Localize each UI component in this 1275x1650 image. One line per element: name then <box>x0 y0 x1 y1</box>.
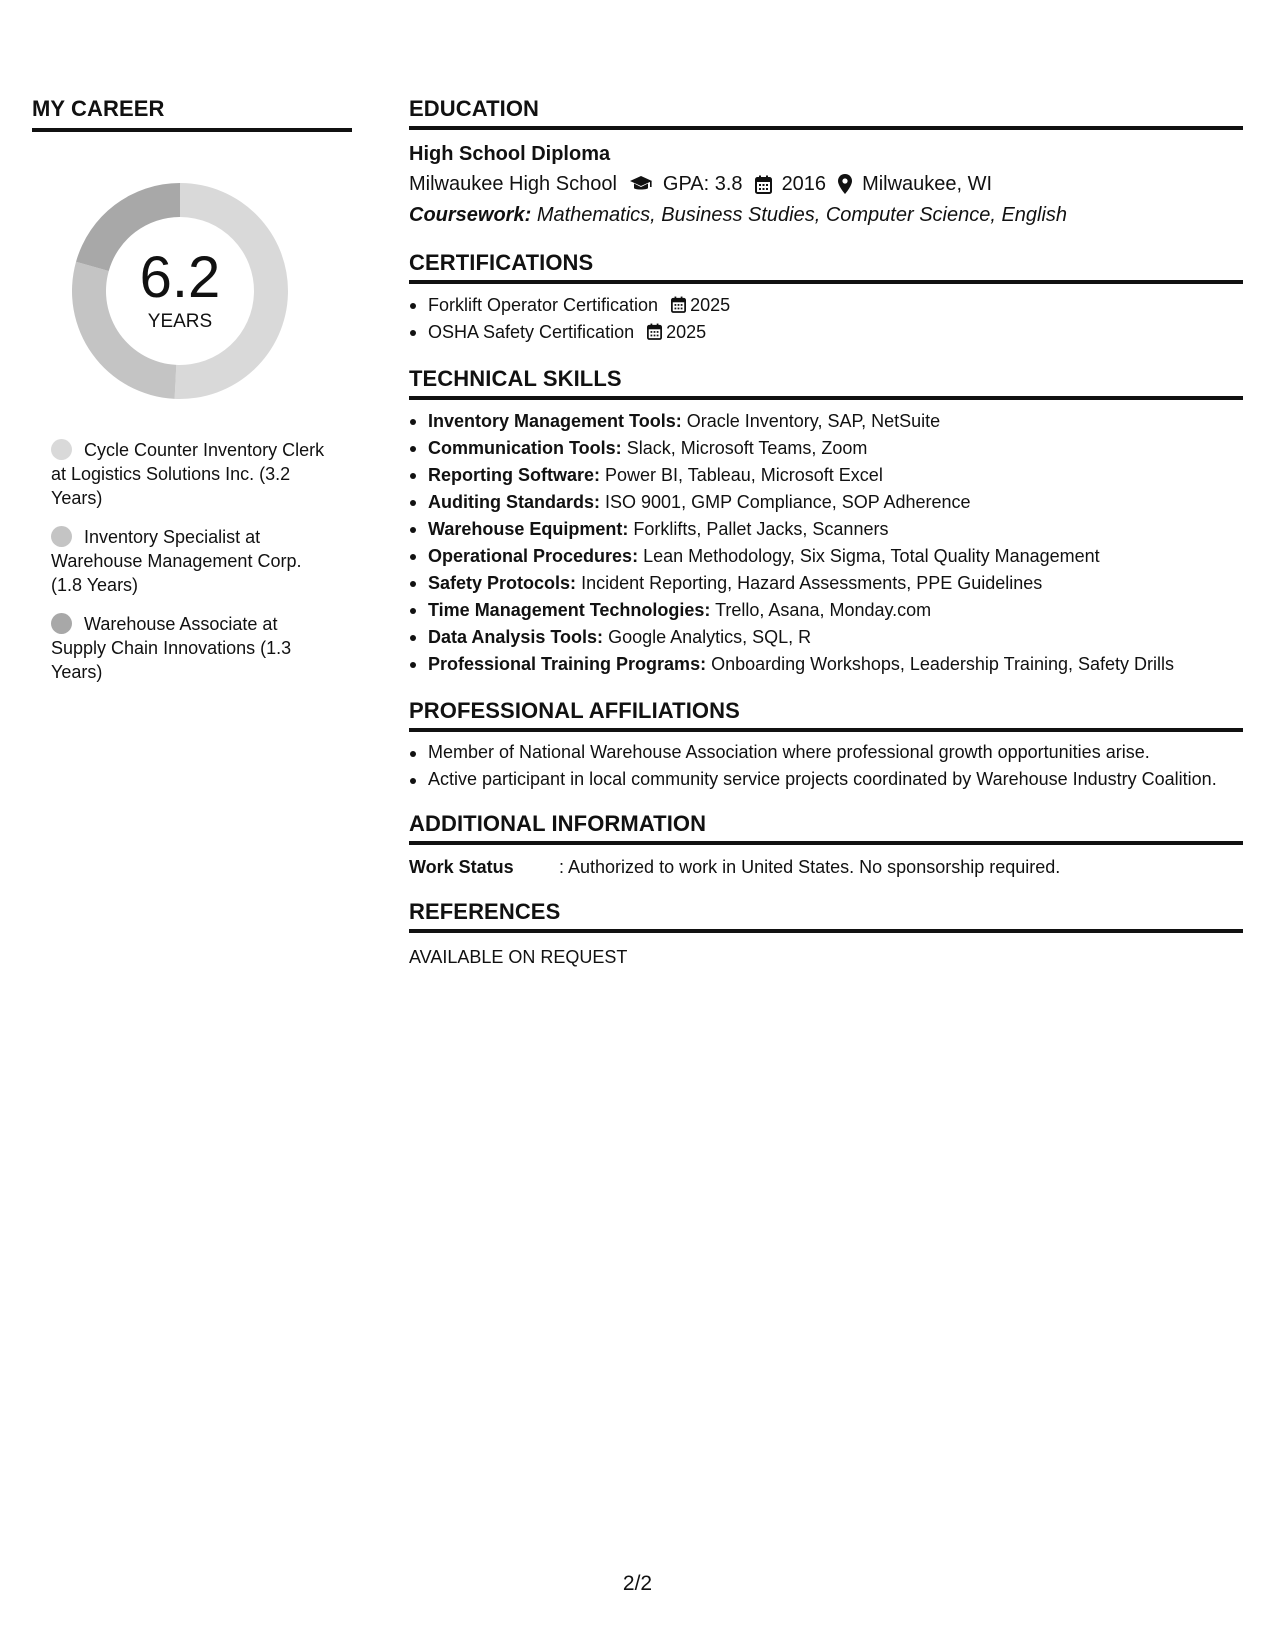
references-text: AVAILABLE ON REQUEST <box>409 947 628 967</box>
skill-value: ISO 9001, GMP Compliance, SOP Adherence <box>605 492 971 512</box>
graduation-cap-icon <box>629 175 653 193</box>
skills-list <box>409 408 1243 678</box>
skill-label: Operational Procedures: <box>428 546 639 566</box>
total-years-unit: YEARS <box>147 311 213 332</box>
career-title: MY CAREER <box>32 96 352 132</box>
skills-section <box>409 366 1243 678</box>
education-coursework <box>409 200 1243 230</box>
skill-value: Trello, Asana, Monday.com <box>715 600 932 620</box>
skill-label: Data Analysis Tools: <box>428 627 604 647</box>
list-item <box>409 408 1243 435</box>
list-item <box>409 651 1243 678</box>
list-item <box>409 516 1243 543</box>
skill-value: Power BI, Tableau, Microsoft Excel <box>605 465 883 485</box>
skill-value: Onboarding Workshops, Leadership Training, Safety Drills <box>711 654 1174 674</box>
education-title: EDUCATION <box>409 96 1243 130</box>
skill-label: Professional Training Programs: <box>428 654 707 674</box>
skill-value: Lean Methodology, Six Sigma, Total Quality Management <box>643 546 1100 566</box>
skill-value: Incident Reporting, Hazard Assessments, PPE Guidelines <box>581 573 1043 593</box>
affiliations-title: PROFESSIONAL AFFILIATIONS <box>409 698 1243 732</box>
page-number: 2/2 <box>622 1572 653 1595</box>
skill-label: Inventory Management Tools: <box>428 411 682 431</box>
list-item <box>409 462 1243 489</box>
location-pin-icon <box>838 174 852 194</box>
certification-name: Forklift Operator Certification <box>428 295 659 315</box>
work-status-label: Work Status <box>409 857 514 877</box>
list-item <box>409 292 1243 319</box>
list-item <box>409 319 1243 346</box>
skill-label: Auditing Standards: <box>428 492 600 512</box>
additional-title: ADDITIONAL INFORMATION <box>409 811 1243 845</box>
legend-item <box>51 612 331 684</box>
calendar-icon <box>647 323 662 340</box>
additional-section <box>409 811 1243 879</box>
skill-value: Slack, Microsoft Teams, Zoom <box>626 438 868 458</box>
education-location: Milwaukee, WI <box>862 173 993 195</box>
education-year: 2016 <box>781 173 827 195</box>
work-status-value: : Authorized to work in United States. No sponsorship required. <box>559 857 1061 877</box>
career-legend <box>32 438 352 684</box>
skill-value: Google Analytics, SQL, R <box>608 627 812 647</box>
certifications-title: CERTIFICATIONS <box>409 250 1243 284</box>
legend-item <box>51 438 331 510</box>
skill-value: Forklifts, Pallet Jacks, Scanners <box>633 519 889 539</box>
legend-dot-icon <box>51 526 72 547</box>
total-years-value: 6.2 <box>139 245 221 310</box>
education-details <box>409 168 1243 200</box>
education-degree: High School Diploma <box>409 143 611 165</box>
work-status-row <box>409 855 1243 879</box>
certifications-section <box>409 250 1243 346</box>
skill-value: Oracle Inventory, SAP, NetSuite <box>686 411 941 431</box>
legend-label: Inventory Specialist at Warehouse Management Corp. (1.8 Years) <box>51 527 302 595</box>
skill-label: Safety Protocols: <box>428 573 577 593</box>
skill-label: Time Management Technologies: <box>428 600 711 620</box>
legend-label: Warehouse Associate at Supply Chain Innovations (1.3 Years) <box>51 614 292 682</box>
career-donut-chart <box>67 178 293 404</box>
legend-label: Cycle Counter Inventory Clerk at Logistics Solutions Inc. (3.2 Years) <box>51 440 325 508</box>
career-sidebar <box>32 96 352 699</box>
education-gpa: GPA: 3.8 <box>662 173 743 195</box>
education-school: Milwaukee High School <box>409 173 617 195</box>
list-item <box>409 435 1243 462</box>
certifications-list <box>409 292 1243 346</box>
list-item <box>409 597 1243 624</box>
skill-label: Reporting Software: <box>428 465 601 485</box>
affiliations-list <box>409 740 1243 791</box>
references-title: REFERENCES <box>409 899 1243 933</box>
affiliations-section <box>409 698 1243 791</box>
list-item: Member of National Warehouse Association where professional growth opportunities arise. <box>409 740 1243 764</box>
certification-year: 2025 <box>666 322 707 342</box>
coursework-value: Mathematics, Business Studies, Computer Science, English <box>536 204 1068 226</box>
calendar-icon <box>755 175 772 194</box>
legend-dot-icon <box>51 613 72 634</box>
certification-year: 2025 <box>690 295 731 315</box>
donut-center <box>67 178 293 404</box>
references-section <box>409 899 1243 969</box>
legend-item <box>51 525 331 597</box>
list-item: Active participant in local community service projects coordinated by Warehouse Industry Coalition. <box>409 767 1243 791</box>
skills-title: TECHNICAL SKILLS <box>409 366 1243 400</box>
coursework-label: Coursework: <box>409 204 532 226</box>
skill-label: Communication Tools: <box>428 438 622 458</box>
skill-label: Warehouse Equipment: <box>428 519 629 539</box>
list-item <box>409 489 1243 516</box>
legend-dot-icon <box>51 439 72 460</box>
list-item <box>409 570 1243 597</box>
list-item <box>409 543 1243 570</box>
certification-name: OSHA Safety Certification <box>428 322 635 342</box>
calendar-icon <box>671 296 686 313</box>
list-item <box>409 624 1243 651</box>
main-content <box>409 96 1243 969</box>
